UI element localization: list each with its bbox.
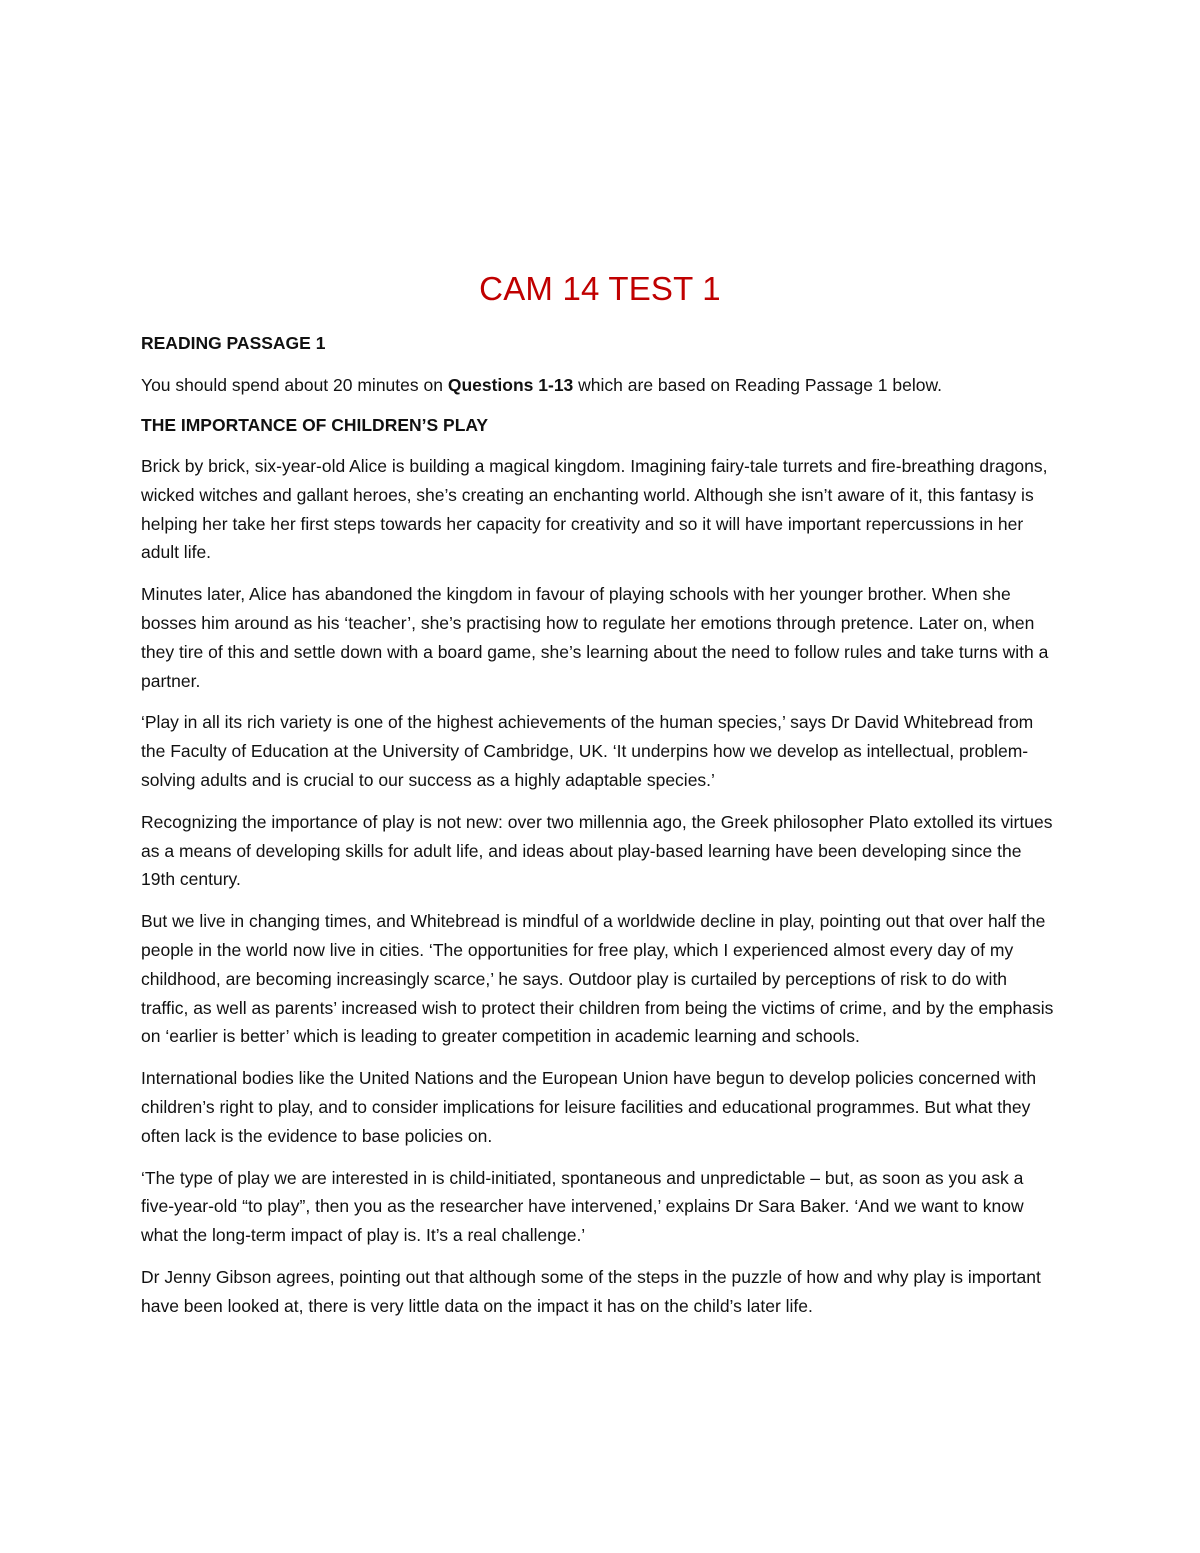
paragraph-3: ‘Play in all its rich variety is one of the highest achievements of the human species,’ says Dr David Whitebread from the Faculty of Education at the University of Cambridge, UK. ‘It underpins how we develop as intellectual, problem-solving adults and is crucial to our success as a highly adaptable species.’ [141, 712, 1034, 790]
section-heading: READING PASSAGE 1 [141, 333, 326, 353]
paragraph-1: Brick by brick, six-year-old Alice is building a magical kingdom. Imagining fairy-tale turrets and fire-breathing dragons, wicked witches and gallant heroes, she’s creating an enchanting world. Although she isn’t aware of it, this fantasy is helping her take her first steps towards her capacity for creativity and so it will have important repercussions in her adult life. [141, 456, 1048, 563]
paragraph-8: Dr Jenny Gibson agrees, pointing out that although some of the steps in the puzzle of how and why play is important have been looked at, there is very little data on the impact it has on the child’s later life. [141, 1266, 1041, 1316]
paragraph-5: But we live in changing times, and Whitebread is mindful of a worldwide decline in play, pointing out that over half the people in the world now live in cities. ‘The opportunities for free play, which I experienced almost every day of my childhood, are becoming increasingly scarce,’ he says. Outdoor play is curtailed by perceptions of risk to do with traffic, as well as parents’ increased wish to protect their children from being the victims of crime, and by the emphasis on ‘earlier is better’ which is leading to greater competition in academic learning and schools. [141, 911, 1054, 1047]
document-title: CAM 14 TEST 1 [479, 270, 721, 307]
paragraph-6: International bodies like the United Nations and the European Union have begun to develop policies concerned with children’s right to play, and to consider implications for leisure facilities and educational programmes. But what they often lack is the evidence to base policies on. [141, 1068, 1037, 1146]
questions-range: Questions 1-13 [447, 375, 574, 395]
instructions-text [141, 372, 1059, 398]
instructions-before: You should spend about 20 minutes on [141, 375, 448, 395]
paragraph-7: ‘The type of play we are interested in is child-initiated, spontaneous and unpredictable – but, as soon as you ask a five-year-old “to play”, then you as the researcher have intervened,’ explains Dr Sara Baker. ‘And we want to know what the long-term impact of play is. It’s a real challenge.’ [141, 1167, 1024, 1246]
passage-title: THE IMPORTANCE OF CHILDREN’S PLAY [141, 415, 489, 435]
document-page [141, 270, 1059, 1334]
paragraph-2: Minutes later, Alice has abandoned the kingdom in favour of playing schools with her younger brother. When she bosses him around as his ‘teacher’, she’s practising how to regulate her emotions through pretence. Later on, when they tire of this and settle down with a board game, she’s learning about the need to follow rules and take turns with a partner. [141, 584, 1049, 691]
paragraph-4: Recognizing the importance of play is not new: over two millennia ago, the Greek philosopher Plato extolled its virtues as a means of developing skills for adult life, and ideas about play-based learning have been developing since the 19th century. [141, 811, 1053, 890]
instructions-after: which are based on Reading Passage 1 below. [573, 375, 943, 395]
